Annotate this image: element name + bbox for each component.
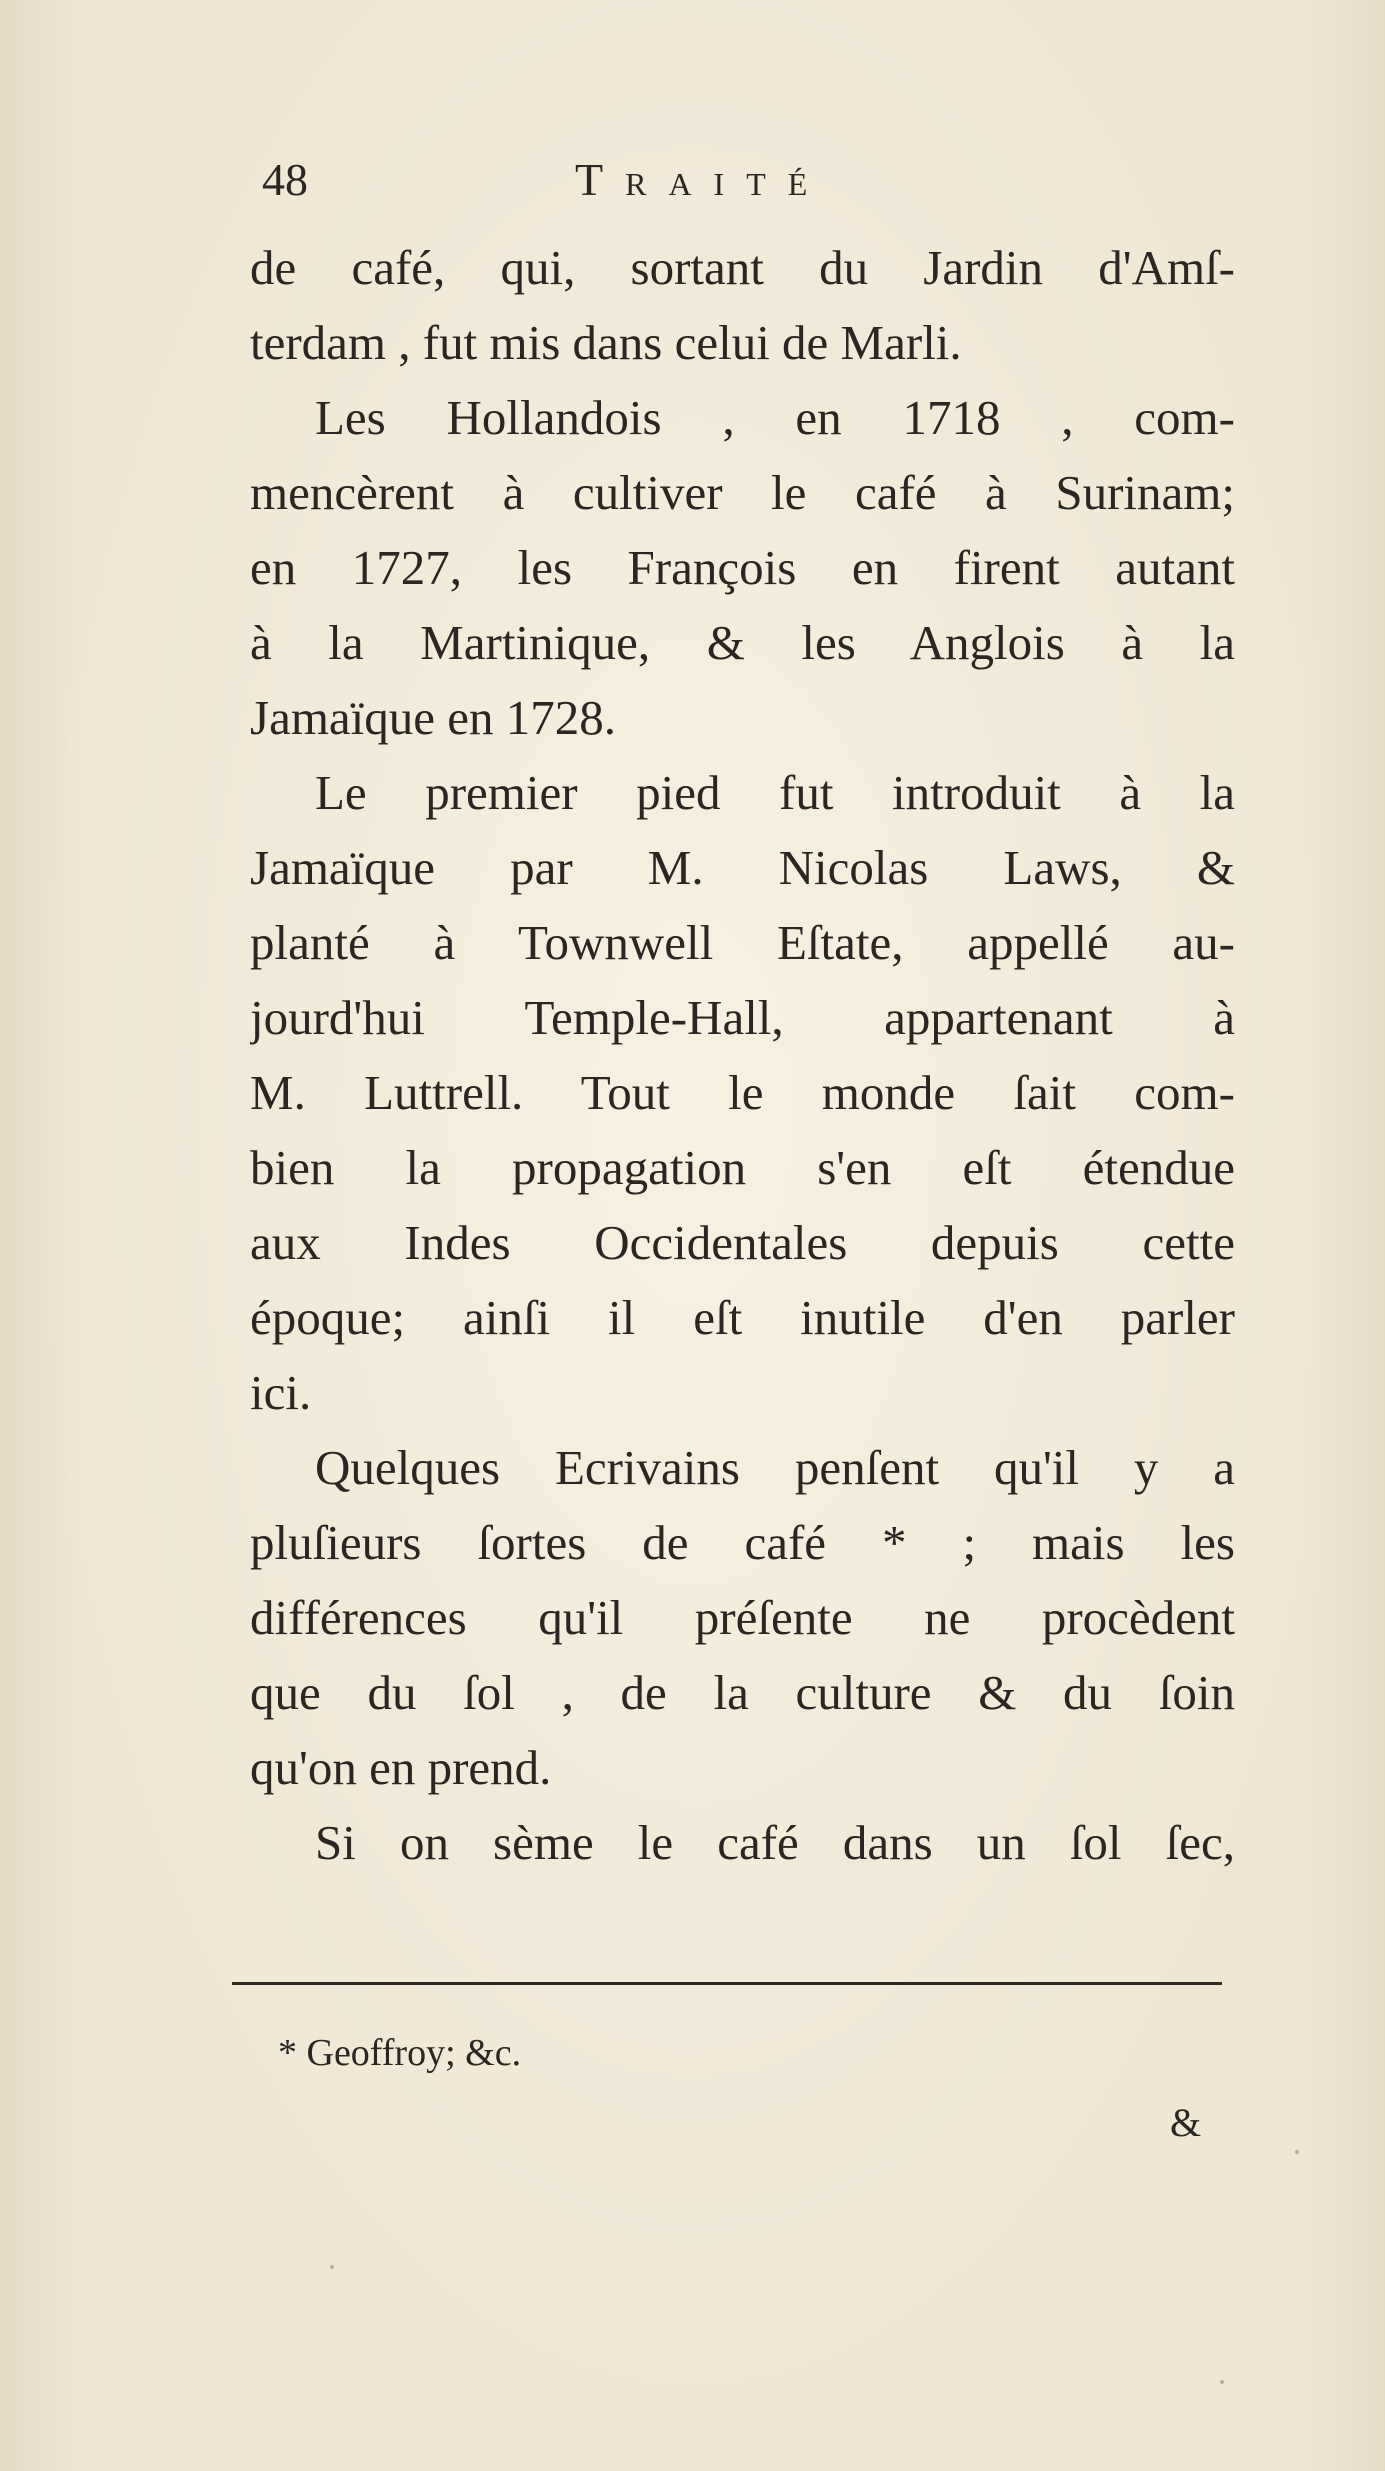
paper-speck [330,2265,334,2269]
text-line: époque; ainſi il eſt inutile d'en parler [250,1290,1235,1345]
text-line: ici. [250,1365,312,1420]
text-line: planté à Townwell Eſtate, appellé au- [250,915,1235,970]
text-line: Si on sème le café dans un ſol ſec, [315,1815,1235,1870]
text-line: jourd'hui Temple-Hall, appartenant à [250,990,1235,1045]
text-line: M. Luttrell. Tout le monde ſait com- [250,1065,1235,1120]
text-line: aux Indes Occidentales depuis cette [250,1215,1235,1270]
text-line: Jamaïque en 1728. [250,690,617,745]
text-line: Quelques Ecrivains penſent qu'il y a [315,1440,1235,1495]
footnote: * Geoffroy; &c. [278,2032,522,2074]
running-head: Traité [575,154,830,205]
page-header [250,150,1230,210]
text-line: que du ſol , de la culture & du ſoin [250,1665,1235,1720]
text-line: Jamaïque par M. Nicolas Laws, & [250,840,1235,895]
text-line: Le premier pied fut introduit à la [315,765,1235,820]
text-line: de café, qui, sortant du Jardin d'Amſ- [250,240,1235,295]
body-text [250,230,1235,1880]
text-line: mencèrent à cultiver le café à Surinam; [250,465,1235,520]
text-line: qu'on en prend. [250,1740,552,1795]
text-line: Les Hollandois , en 1718 , com- [315,390,1235,445]
footnote-rule [232,1982,1222,1985]
text-line: pluſieurs ſortes de café * ; mais les [250,1515,1235,1570]
catchword: & [1170,2100,1202,2145]
page-number: 48 [262,154,308,205]
text-line: en 1727, les François en firent autant [250,540,1235,595]
text-line: à la Martinique, & les Anglois à la [250,615,1235,670]
text-line: terdam , fut mis dans celui de Marli. [250,315,962,370]
text-line: bien la propagation s'en eſt étendue [250,1140,1235,1195]
paper-speck [1295,2150,1299,2154]
paper-speck [1220,2380,1224,2384]
text-line: différences qu'il préſente ne procèdent [250,1590,1235,1645]
